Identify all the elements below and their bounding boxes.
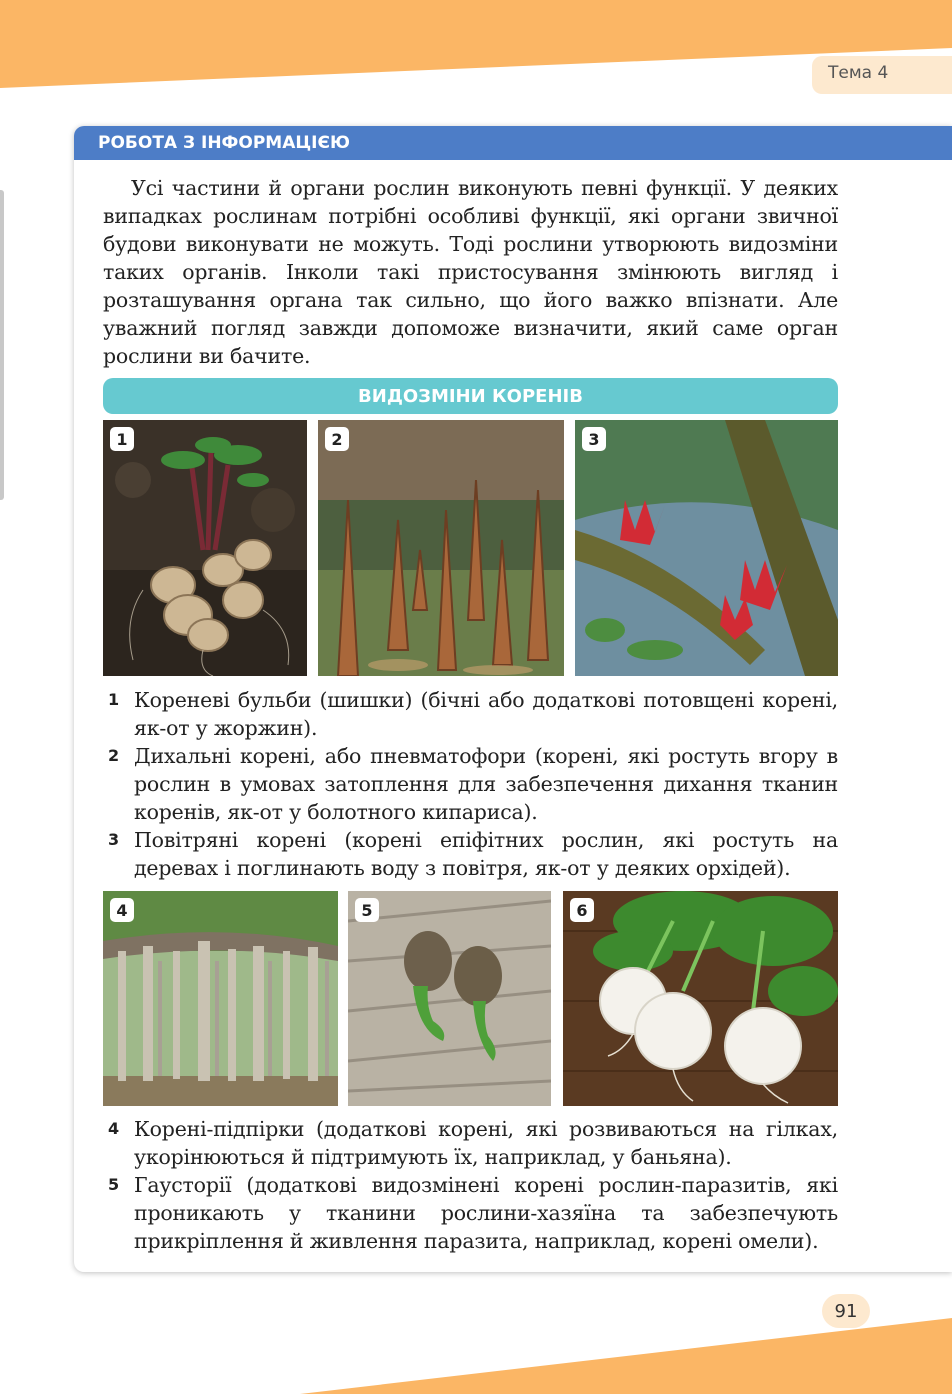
caption-text: Повітряні корені (корені епіфітних рослин, які ростуть на деревах і поглинають воду з повітря, як-от у деяких орхідей).	[134, 828, 838, 880]
caption-number: 2	[108, 746, 119, 765]
photo-prop-roots	[103, 891, 338, 1106]
caption-number: 1	[108, 690, 119, 709]
caption-number: 3	[108, 830, 119, 849]
photo-haustoria	[348, 891, 551, 1106]
photo-number-badge: 1	[110, 427, 134, 451]
photo-pneumatophores	[318, 420, 564, 676]
photo-number-badge: 5	[355, 898, 379, 922]
top-orange-band	[0, 0, 952, 100]
intro-paragraph: Усі частини й органи рослин виконують певні функції. У деяких випадках рослинам потрібні особливі функції, які органи звичної будови виконувати не можуть. Тоді рослини утворюють видозміни таких органів. Інколи такі пристосування змінюють вигляд і розташування органа так сильно, що його важко впізнати. Але уважний погляд завжди допоможе визначити, який саме орган рослини ви бачите.	[103, 176, 838, 368]
card-header	[74, 126, 952, 160]
caption-item	[103, 742, 838, 826]
topic-label: Тема 4	[828, 63, 889, 83]
photo-number-badge: 6	[570, 898, 594, 922]
photo-number-badge: 2	[325, 427, 349, 451]
caption-item	[103, 826, 838, 882]
photo-number-badge: 4	[110, 898, 134, 922]
caption-item	[103, 1171, 838, 1255]
photo-root-tubers	[103, 420, 307, 676]
page-number-text: 91	[834, 1301, 858, 1322]
caption-text: Корені-підпірки (додаткові корені, які розвиваються на гілках, укорінюються й підтримують їх, наприклад, у баньяна).	[134, 1117, 838, 1169]
caption-text: Кореневі бульби (шишки) (бічні або додаткові потовщені корені, як-от у жоржин).	[134, 688, 838, 740]
topic-tab	[812, 56, 952, 94]
card-title: РОБОТА З ІНФОРМАЦІЄЮ	[98, 133, 350, 153]
caption-item	[103, 686, 838, 742]
left-edge-mark	[0, 190, 4, 500]
photo-number-badge: 3	[582, 427, 606, 451]
photo-epiphytes	[575, 420, 838, 676]
caption-number: 4	[108, 1119, 119, 1138]
caption-text: Дихальні корені, або пневматофори (корені, які ростуть вгору в рослин в умовах затоплення для забезпечення дихання тканин коренів, як-от у болотного кипариса).	[134, 744, 838, 824]
bottom-orange-band	[0, 1300, 952, 1394]
photo-turnips	[563, 891, 838, 1106]
caption-item	[103, 1115, 838, 1171]
caption-list-1	[103, 686, 838, 882]
page-number	[822, 1294, 870, 1328]
caption-number: 5	[108, 1175, 119, 1194]
caption-list-2	[103, 1115, 838, 1255]
section-title: ВИДОЗМІНИ КОРЕНІВ	[358, 386, 583, 407]
caption-text: Гаусторії (додаткові видозмінені корені рослин-паразитів, які проникають у тканини рослини-хазяїна та забезпечують прикріплення й живлення паразита, наприклад, корені омели).	[134, 1173, 838, 1253]
section-title-bar	[103, 378, 838, 414]
